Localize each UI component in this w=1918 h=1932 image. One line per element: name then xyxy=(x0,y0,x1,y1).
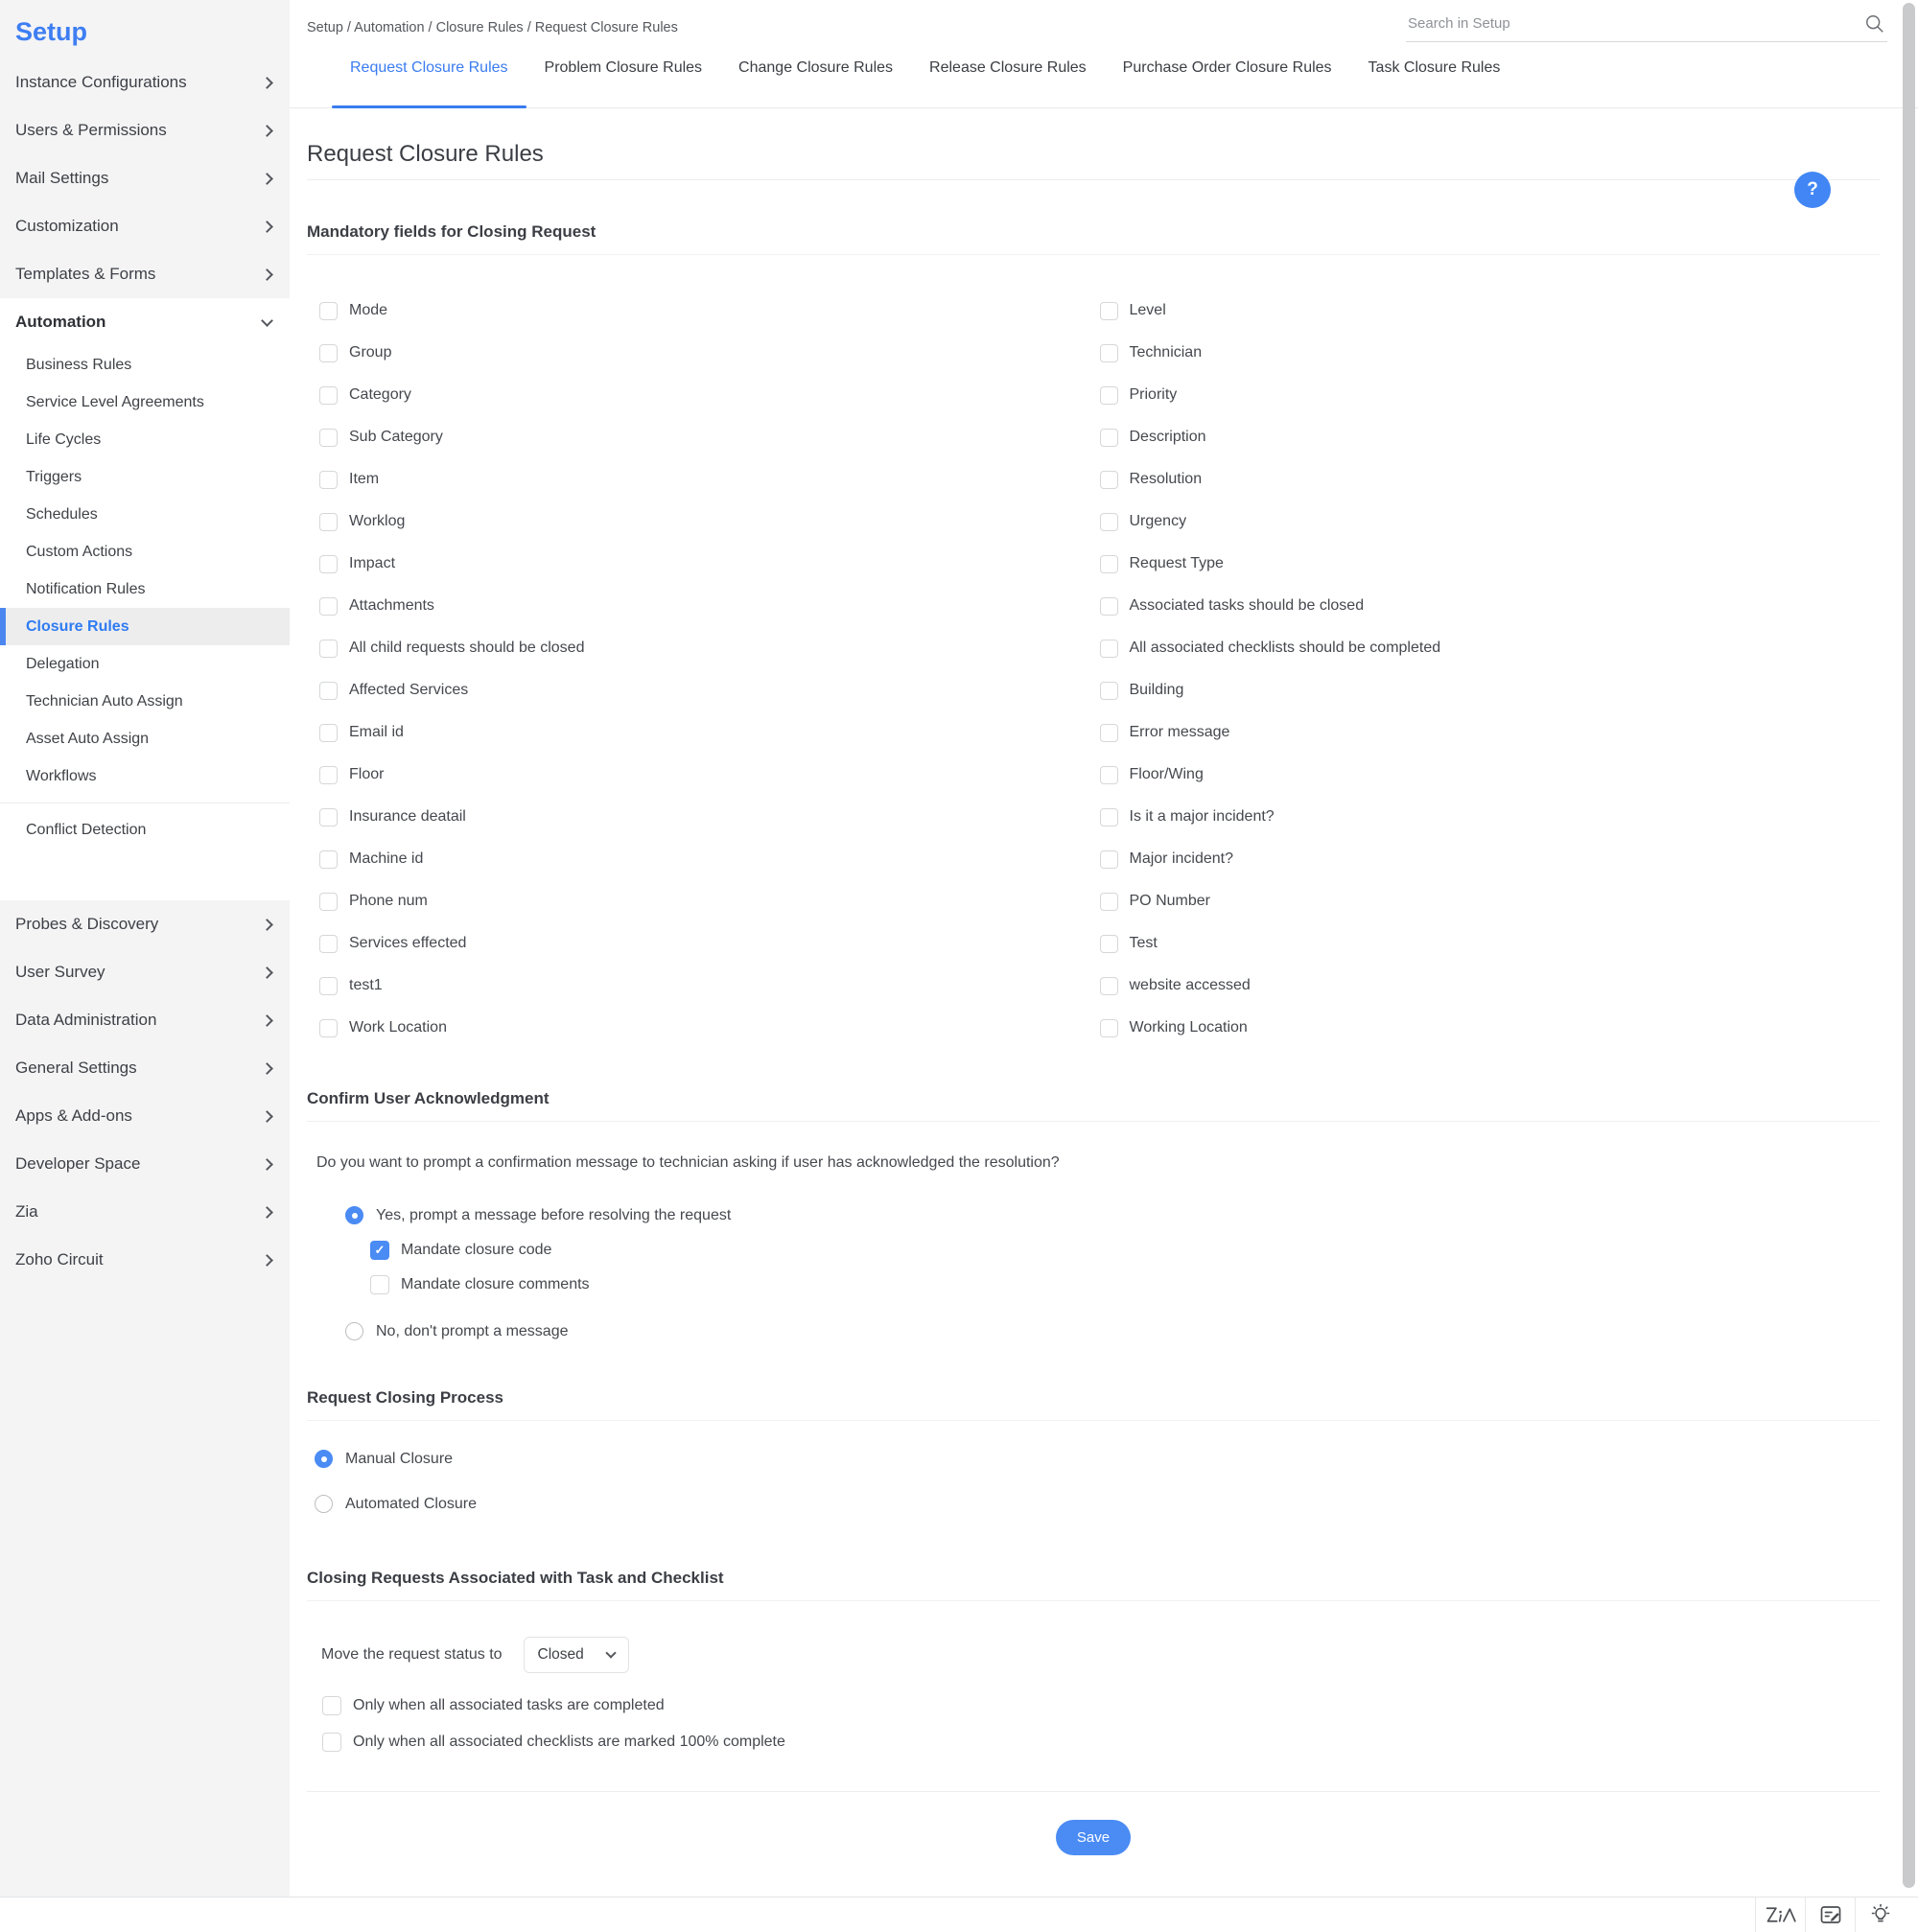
topbar xyxy=(290,0,1918,46)
mandatory-field-row[interactable]: Error message xyxy=(1100,711,1881,754)
mandatory-field-row[interactable]: Major incident? xyxy=(1100,838,1881,880)
sidebar-item-asset-auto-assign[interactable]: Asset Auto Assign xyxy=(26,730,150,747)
whats-new-button[interactable] xyxy=(1855,1897,1905,1932)
sidebar-item-life-cycles[interactable]: Life Cycles xyxy=(26,431,102,448)
mandatory-field-row[interactable]: Test xyxy=(1100,922,1881,965)
checkbox-unchecked[interactable] xyxy=(322,1733,341,1752)
chevron-right-icon xyxy=(261,77,273,89)
checkbox-unchecked[interactable] xyxy=(1100,471,1118,489)
chevron-right-icon xyxy=(261,221,273,233)
mandatory-fields-grid xyxy=(319,290,1880,1049)
mandatory-fields-left-column xyxy=(319,290,1100,1049)
checkbox-unchecked[interactable] xyxy=(319,850,338,869)
acknowledgment-question: Do you want to prompt a confirmation message to technician asking if user has acknowledged the resolution? xyxy=(316,1154,1060,1171)
checkbox-unchecked[interactable] xyxy=(1100,1019,1118,1037)
sidebar-item-notification-rules[interactable]: Notification Rules xyxy=(26,580,146,597)
chevron-down-icon xyxy=(261,314,273,327)
divider xyxy=(307,179,1880,180)
mandatory-field-row[interactable]: Email id xyxy=(319,711,1100,754)
checkbox-unchecked[interactable] xyxy=(1100,640,1118,658)
chevron-right-icon xyxy=(261,1158,273,1171)
sidebar-item[interactable]: Developer Space xyxy=(0,1140,290,1188)
checkbox-unchecked[interactable] xyxy=(319,808,338,826)
checkbox-unchecked[interactable] xyxy=(319,386,338,405)
sidebar-item-service-level-agreements[interactable]: Service Level Agreements xyxy=(26,393,204,410)
move-status-row xyxy=(321,1636,1880,1674)
checkbox-unchecked[interactable] xyxy=(319,1019,338,1037)
sidebar-item-business-rules[interactable]: Business Rules xyxy=(26,356,132,373)
checkbox-unchecked[interactable] xyxy=(1100,766,1118,784)
status-select-value: Closed xyxy=(537,1646,584,1663)
mandatory-field-row[interactable]: Phone num xyxy=(319,880,1100,922)
checkbox-unchecked[interactable] xyxy=(1100,597,1118,616)
checkbox-unchecked[interactable] xyxy=(1100,808,1118,826)
sidebar-item-triggers[interactable]: Triggers xyxy=(26,468,82,485)
page-content xyxy=(290,141,1918,1855)
automation-panel xyxy=(0,298,290,900)
mandate-closure-code-checkbox-row[interactable]: ✓ Mandate closure code xyxy=(370,1238,1880,1263)
radio-manual-closure[interactable]: Manual Closure xyxy=(315,1450,1880,1468)
divider xyxy=(307,1791,1880,1792)
mandatory-field-row[interactable]: website accessed xyxy=(1100,965,1881,1007)
chevron-right-icon xyxy=(261,1014,273,1027)
sidebar-item-closure-rules[interactable]: Closure Rules xyxy=(0,608,290,645)
mandatory-field-row[interactable]: Priority xyxy=(1100,374,1881,416)
mandatory-field-row[interactable]: Category xyxy=(319,374,1100,416)
mandatory-field-row[interactable]: Floor xyxy=(319,754,1100,796)
checkbox-unchecked[interactable] xyxy=(1100,302,1118,320)
check-icon: ✓ xyxy=(374,1243,386,1257)
mandatory-field-row[interactable]: Group xyxy=(319,332,1100,374)
tab-release-closure-rules[interactable]: Release Closure Rules xyxy=(929,59,1087,76)
radio-unselected[interactable] xyxy=(315,1495,333,1513)
chevron-right-icon xyxy=(261,1254,273,1267)
scrollbar-thumb[interactable] xyxy=(1903,3,1915,1888)
search-container xyxy=(1406,12,1887,42)
sidebar-item[interactable]: Probes & Discovery xyxy=(0,900,290,948)
checkbox-unchecked[interactable] xyxy=(319,513,338,531)
sidebar-item-delegation[interactable]: Delegation xyxy=(26,655,100,672)
mandatory-field-row[interactable]: Insurance deatail xyxy=(319,796,1100,838)
checkbox-unchecked[interactable] xyxy=(319,724,338,742)
chevron-right-icon xyxy=(261,1206,273,1219)
checkbox-unchecked[interactable] xyxy=(319,682,338,700)
checkbox-unchecked[interactable] xyxy=(1100,682,1118,700)
zia-button[interactable] xyxy=(1755,1897,1805,1932)
help-button[interactable]: ? xyxy=(1794,172,1831,208)
mandatory-field-row[interactable]: Item xyxy=(319,458,1100,500)
sidebar-bottom-nav xyxy=(0,900,290,1284)
divider xyxy=(307,1600,1880,1601)
tab-change-closure-rules[interactable]: Change Closure Rules xyxy=(738,59,894,76)
sidebar-item[interactable]: Instance Configurations xyxy=(0,58,290,106)
search-input[interactable] xyxy=(1406,12,1887,42)
checkbox-unchecked[interactable] xyxy=(322,1696,341,1715)
mandatory-field-row[interactable]: Impact xyxy=(319,543,1100,585)
sidebar-item[interactable]: Zia xyxy=(0,1188,290,1236)
radio-dot xyxy=(321,1456,327,1462)
radio-yes-prompt[interactable]: Yes, prompt a message before resolving the request xyxy=(345,1206,1880,1224)
sidebar-item[interactable]: Customization xyxy=(0,202,290,250)
sidebar-item[interactable]: Templates & Forms xyxy=(0,250,290,298)
chevron-right-icon xyxy=(261,1110,273,1123)
zia-icon xyxy=(1765,1904,1797,1925)
mandatory-field-row[interactable]: Affected Services xyxy=(319,669,1100,711)
mandatory-field-row[interactable]: Urgency xyxy=(1100,500,1881,543)
checkbox-unchecked[interactable] xyxy=(319,935,338,953)
mandatory-field-row[interactable]: Request Type xyxy=(1100,543,1881,585)
bottom-bar xyxy=(0,1897,1918,1932)
mandatory-field-row[interactable]: Services effected xyxy=(319,922,1100,965)
only-tasks-completed-checkbox-row[interactable]: Only when all associated tasks are completed xyxy=(322,1693,1880,1718)
mandatory-field-row[interactable]: All child requests should be closed xyxy=(319,627,1100,669)
checkbox-unchecked[interactable] xyxy=(319,597,338,616)
radio-automated-closure[interactable]: Automated Closure xyxy=(315,1495,1880,1513)
acknowledgment-heading: Confirm User Acknowledgment xyxy=(307,1089,550,1107)
chevron-right-icon xyxy=(261,173,273,185)
chevron-right-icon xyxy=(261,966,273,979)
divider xyxy=(307,1121,1880,1122)
mandatory-field-row[interactable]: Machine id xyxy=(319,838,1100,880)
tab-request-closure-rules[interactable]: Request Closure Rules xyxy=(332,46,526,107)
chevron-right-icon xyxy=(261,268,273,281)
sidebar-item-conflict-detection[interactable]: Conflict Detection xyxy=(26,821,147,838)
mandatory-field-row[interactable]: Description xyxy=(1100,416,1881,458)
checkbox-unchecked[interactable] xyxy=(1100,344,1118,362)
chevron-right-icon xyxy=(261,125,273,137)
save-button[interactable]: Save xyxy=(1056,1820,1131,1855)
sidebar-item-technician-auto-assign[interactable]: Technician Auto Assign xyxy=(26,692,183,710)
bottom-bar-icons xyxy=(1755,1897,1905,1932)
mandatory-field-row[interactable]: Working Location xyxy=(1100,1007,1881,1049)
main-content xyxy=(290,0,1918,1897)
closing-process-heading: Request Closing Process xyxy=(307,1388,504,1407)
tab-problem-closure-rules[interactable]: Problem Closure Rules xyxy=(544,59,703,76)
checkbox-unchecked[interactable] xyxy=(319,344,338,362)
checkbox-unchecked[interactable] xyxy=(1100,893,1118,911)
only-checklists-complete-checkbox-row[interactable]: Only when all associated checklists are marked 100% complete xyxy=(322,1730,1880,1755)
sidebar-item[interactable]: Apps & Add-ons xyxy=(0,1092,290,1140)
radio-no-prompt[interactable]: No, don't prompt a message xyxy=(345,1322,1880,1340)
mandatory-fields-right-column xyxy=(1100,290,1881,1049)
checkbox-unchecked[interactable] xyxy=(319,893,338,911)
move-status-label: Move the request status to xyxy=(321,1646,503,1663)
checkbox-unchecked[interactable] xyxy=(1100,429,1118,447)
sidebar-item-schedules[interactable]: Schedules xyxy=(26,505,98,523)
mandatory-field-row[interactable]: All associated checklists should be completed xyxy=(1100,627,1881,669)
search-icon[interactable] xyxy=(1864,13,1885,39)
checkbox-unchecked[interactable] xyxy=(319,977,338,995)
checkbox-unchecked[interactable] xyxy=(319,640,338,658)
sidebar-item[interactable]: Users & Permissions xyxy=(0,106,290,154)
setup-sidebar xyxy=(0,0,290,1897)
mandatory-field-row[interactable]: Mode xyxy=(319,290,1100,332)
checkbox-unchecked[interactable] xyxy=(319,471,338,489)
checkbox-unchecked[interactable] xyxy=(370,1275,389,1294)
mandatory-field-row[interactable]: Associated tasks should be closed xyxy=(1100,585,1881,627)
feedback-button[interactable] xyxy=(1805,1897,1855,1932)
checkbox-unchecked[interactable] xyxy=(319,555,338,573)
task-checklist-heading: Closing Requests Associated with Task and Checklist xyxy=(307,1569,724,1587)
page-title: Request Closure Rules xyxy=(307,141,544,167)
mandatory-field-row[interactable]: Resolution xyxy=(1100,458,1881,500)
mandatory-field-row[interactable]: Building xyxy=(1100,669,1881,711)
divider xyxy=(307,254,1880,255)
checkbox-unchecked[interactable] xyxy=(1100,977,1118,995)
sidebar-item[interactable]: General Settings xyxy=(0,1044,290,1092)
divider xyxy=(307,1420,1880,1421)
radio-selected[interactable] xyxy=(315,1450,333,1468)
mandatory-field-row[interactable]: Level xyxy=(1100,290,1881,332)
mandatory-field-row[interactable]: Floor/Wing xyxy=(1100,754,1881,796)
mandatory-field-row[interactable]: test1 xyxy=(319,965,1100,1007)
radio-dot xyxy=(352,1213,358,1219)
closure-rules-tabs xyxy=(290,46,1918,108)
mandatory-field-row[interactable]: PO Number xyxy=(1100,880,1881,922)
mandatory-field-row[interactable]: Work Location xyxy=(319,1007,1100,1049)
checkbox-unchecked[interactable] xyxy=(1100,386,1118,405)
mandatory-field-row[interactable]: Sub Category xyxy=(319,416,1100,458)
checkbox-unchecked[interactable] xyxy=(1100,850,1118,869)
sidebar-item[interactable]: Zoho Circuit xyxy=(0,1236,290,1284)
sidebar-item-custom-actions[interactable]: Custom Actions xyxy=(26,543,133,560)
tab-purchase-order-closure-rules[interactable]: Purchase Order Closure Rules xyxy=(1122,59,1332,76)
checkbox-unchecked[interactable] xyxy=(1100,555,1118,573)
chevron-down-icon xyxy=(605,1647,616,1658)
sidebar-item-workflows[interactable]: Workflows xyxy=(26,767,97,784)
breadcrumb: Setup / Automation / Closure Rules / Request Closure Rules xyxy=(307,20,678,35)
radio-selected[interactable] xyxy=(345,1206,363,1224)
tab-task-closure-rules[interactable]: Task Closure Rules xyxy=(1368,59,1501,76)
lightbulb-icon xyxy=(1869,1903,1892,1926)
mandatory-field-row[interactable]: Worklog xyxy=(319,500,1100,543)
chevron-right-icon xyxy=(261,1062,273,1075)
checkbox-unchecked[interactable] xyxy=(1100,935,1118,953)
sidebar-title: Setup xyxy=(15,17,88,46)
sidebar-item[interactable]: User Survey xyxy=(0,948,290,996)
mandatory-field-row[interactable]: Attachments xyxy=(319,585,1100,627)
mandatory-field-row[interactable]: Is it a major incident? xyxy=(1100,796,1881,838)
chevron-right-icon xyxy=(261,919,273,931)
mandatory-fields-heading: Mandatory fields for Closing Request xyxy=(307,222,596,241)
sidebar-item[interactable]: Data Administration xyxy=(0,996,290,1044)
sidebar-top-nav xyxy=(0,58,290,298)
sidebar-item-automation[interactable]: Automation xyxy=(0,298,290,346)
checkbox-unchecked[interactable] xyxy=(1100,513,1118,531)
mandatory-field-row[interactable]: Technician xyxy=(1100,332,1881,374)
checkbox-unchecked[interactable] xyxy=(1100,724,1118,742)
save-row xyxy=(307,1820,1880,1855)
checkbox-unchecked[interactable] xyxy=(319,766,338,784)
checkbox-unchecked[interactable] xyxy=(319,429,338,447)
sidebar-item[interactable]: Mail Settings xyxy=(0,154,290,202)
edit-note-icon xyxy=(1819,1903,1842,1926)
checkbox-checked[interactable] xyxy=(370,1241,389,1260)
checkbox-unchecked[interactable] xyxy=(319,302,338,320)
status-select[interactable] xyxy=(524,1637,629,1673)
mandate-closure-comments-checkbox-row[interactable]: Mandate closure comments xyxy=(370,1272,1880,1297)
radio-unselected[interactable] xyxy=(345,1322,363,1340)
